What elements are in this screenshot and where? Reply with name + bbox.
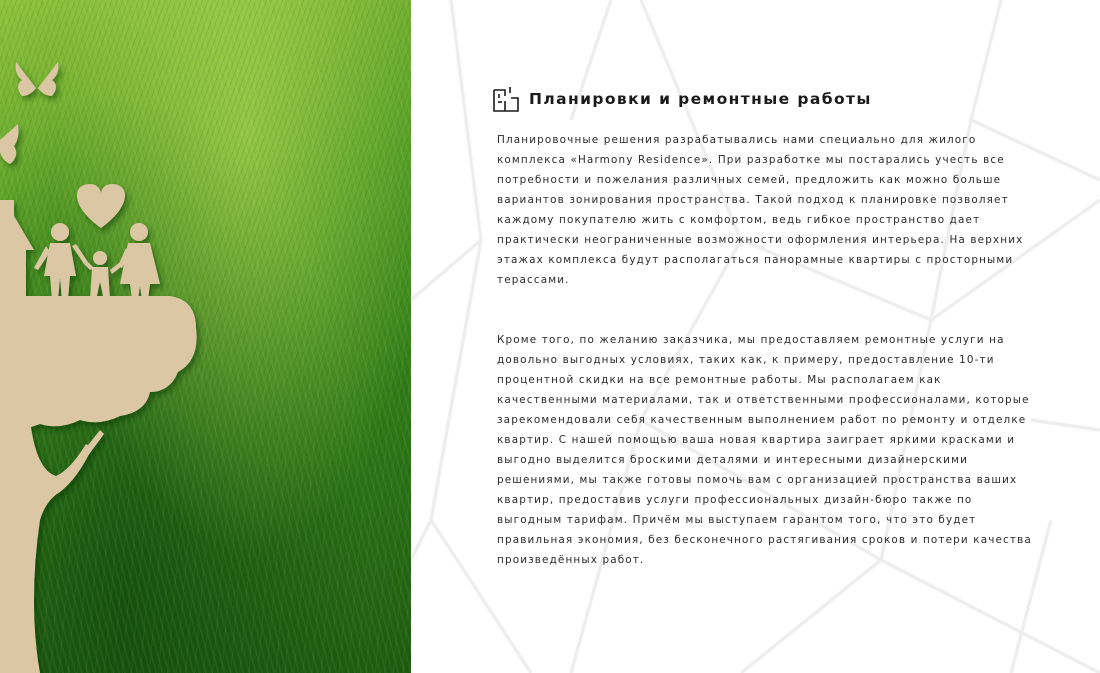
butterfly-icon (0, 124, 19, 164)
house-icon (0, 200, 34, 298)
floor-plan-icon (491, 84, 521, 114)
paper-tree-illustration (0, 0, 411, 673)
grass-photo (0, 0, 411, 673)
intro-paragraph: Планировочные решения разрабатывались нами специально для жилого комплекса «Harmony Residence». При разработке мы постарались учесть все потребности и пожелания различных семей, предложить как можно больше вариантов зонирования пространства. Такой подход к планировке позволяет каждому покупателю жить с комфортом, ведь гибкое пространство дает практически неограниченные возможности оформления интерьера. На верхних этажах комплекса будут располагаться панорамные квартиры с просторными терассами. (497, 134, 1024, 286)
heart-icon (77, 184, 125, 228)
section-heading (491, 84, 872, 114)
services-paragraph: Кроме того, по желанию заказчика, мы предоставляем ремонтные услуги на довольно выгодных условиях, таких как, к примеру, предоставление 10-ти процентной скидки на все ремонтные работы. Мы располагаем как качественными материалами, так и ответственными профессионалами, которые зарекомендовали себя качественным выполнением работ по ремонту и отделке квартир. С нашей помощью ваша новая квартира заиграет яркими красками и выгодно выделится броскими деталями и интересными дизайнерскими решениями, мы также готовы помочь вам с организацией пространства ваших квартир, предоставив услуги профессиональных дизайн-бюро также по выгодным тарифам. Причём мы выступаем гарантом того, что это будет правильная экономия, без бесконечного растягивания сроков и потери качества произведённых работ. (497, 334, 1032, 566)
family-figures (34, 223, 160, 300)
page-title: Планировки и ремонтные работы (529, 90, 872, 108)
content-panel (411, 0, 1100, 673)
butterfly-icon (16, 62, 59, 96)
tree-crown (0, 296, 197, 429)
